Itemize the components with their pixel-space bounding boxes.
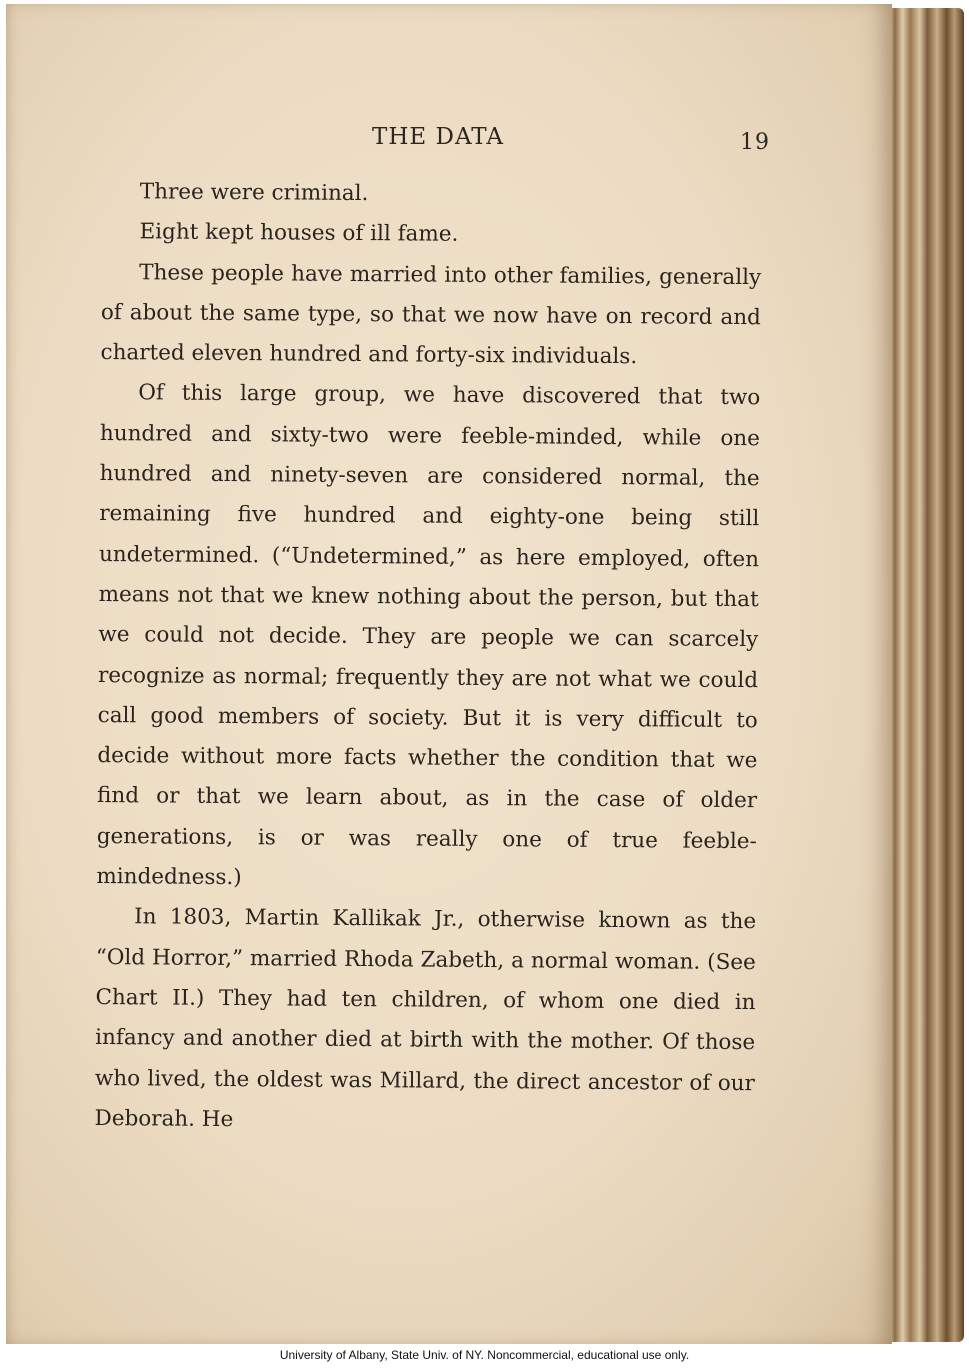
image-credit-caption: University of Albany, State Univ. of NY. Noncommercial, educational use only. <box>279 1348 690 1362</box>
paragraph: In 1803, Martin Kallikak Jr., otherwise known as the “Old Horror,” married Rhoda Zabeth, a normal woman. (See Chart II.) They had ten children, of whom one died in infancy and another died at birth with the mother. Of those who lived, the oldest was Millard, the direct ancestor of our Deborah. He <box>94 904 757 1132</box>
page-number: 19 <box>740 130 770 155</box>
book-page <box>6 4 892 1344</box>
running-head-title: THE DATA <box>372 124 504 150</box>
paragraph: These people have married into other families, generally of about the same type, so that we now have on record and charted eleven hundred and forty-six individuals. <box>100 259 762 370</box>
paragraph: Three were criminal. <box>139 179 369 207</box>
paragraph: Eight kept houses of ill fame. <box>139 219 459 248</box>
body-text <box>94 172 762 1144</box>
paragraph: Of this large group, we have discovered that two hundred and sixty-two were feeble-minded, while one hundred and ninety-seven are considered normal, the remaining five hundred and eighty-one being still undetermined. (“Undetermined,” as here employed, often means not that we knew nothing about the person, but that we could not decide. They are people we can scarcely recognize as normal; frequently they are not what we could call good members of society. But it is very difficult to decide without more facts whether the condition that we find or that we learn about, as in the case of older generations, is or was really one of true feeble-mindedness.) <box>96 380 761 891</box>
